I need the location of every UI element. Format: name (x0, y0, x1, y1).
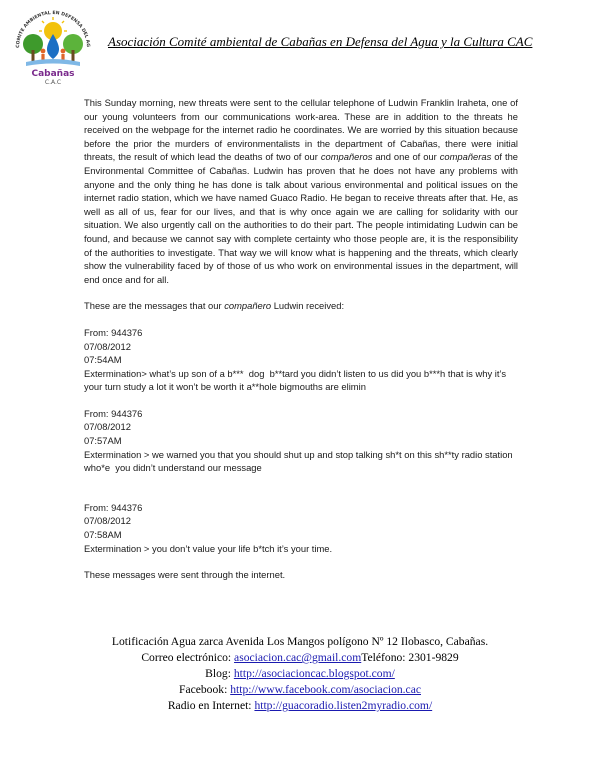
footer-address: Lotificación Agua zarca Avenida Los Mangos polígono Nº 12 Ilobasco, Cabañas. (111, 635, 489, 648)
footer-facebook-line (70, 682, 530, 698)
message-block (84, 407, 518, 475)
logo-name: Cabañas (31, 69, 75, 79)
message-date: 07/08/2012 (84, 340, 131, 352)
logo-ring-text: COMITE AMBIENTAL EN DEFENSA DEL AG (15, 10, 91, 49)
message-from: From: 944376 (84, 501, 143, 513)
message-date: 07/08/2012 (84, 515, 131, 527)
logo-subtitle: C.A.C (44, 79, 62, 86)
organization-title: Asociación Comité ambiental de Cabañas en Defensa del Agua y la Cultura CAC (108, 34, 533, 49)
facebook-link[interactable]: http://www.facebook.com/asociacion.cac (230, 683, 421, 696)
footer-blog-line (70, 666, 530, 682)
intro-emphasis: compañeros (320, 151, 373, 163)
message-from: From: 944376 (84, 407, 143, 419)
contact-footer (70, 634, 530, 714)
message-time: 07:58AM (84, 529, 122, 541)
message-text: Extermination > you don’t value your life b*tch it’s your time. (84, 542, 333, 554)
logo-emblem (6, 4, 100, 90)
radio-label: Radio en Internet: (167, 699, 255, 712)
footer-radio-line (70, 698, 530, 714)
messages-intro-emphasis: compañero (224, 300, 272, 312)
organization-logo (6, 4, 100, 90)
message-text: Extermination> what’s up son of a b*** dog b**tard you didn’t listen to us did you b***h that is why it’s your turn study a lot it won’t be worth it a**hole bigmouths are elimin (84, 367, 509, 393)
message-date: 07/08/2012 (84, 421, 131, 433)
message-time: 07:57AM (84, 435, 122, 447)
message-text: Extermination > we warned you that you should shut up and stop talking sh*t on this sh**ty radio station who*e you didn’t understand our message (84, 448, 516, 474)
intro-emphasis: compañeras (439, 151, 492, 163)
letter-body (84, 96, 518, 582)
message-time: 07:54AM (84, 354, 122, 366)
closing-note: These messages were sent through the internet. (84, 569, 286, 581)
intro-paragraph (84, 96, 518, 286)
intro-text-part: of the Environmental Committee of Cabañas. Ludwin has proven that he does not have any problems with anyone and the only thing he has done is talk about various environmental and political issues on the internet radio station, which we have named Guaco Radio. He began to receive threats after that. He, as well as all of us, fear for our lives, and that is why once again we are calling for solidarity with our situation. We also urgently call on the authorities to do their part. The people intimidating Ludwin can be found, and because we cannot say with complete certainty who those people are, it is the responsibility of the authorities to investigate. That way we will know what is happening and the threats, which clearly show the vulnerability faced by of those of us who work on environmental issues in the department, will end once and for all. (84, 151, 519, 285)
blog-label: Blog: (205, 667, 234, 680)
email-link[interactable]: asociacion.cac@gmail.com (234, 651, 362, 664)
messages-intro-text: Ludwin received: (271, 300, 345, 312)
messages-intro (84, 299, 518, 313)
intro-text-part: This Sunday morning, new threats were sent to the cellular telephone of Ludwin Franklin Iraheta, one of our young volunteers from our communications work-area. These are in addition to the threats he received on the webpage for the internet radio he coordinates. We are worried by this situation because before the prior the murders of environmentalists in the department of Cabañas, there were initial threats, the result of which lead the deaths of two of our (84, 97, 518, 163)
phone-text: Teléfono: 2301-9829 (361, 651, 459, 664)
message-from: From: 944376 (84, 326, 143, 338)
message-block (84, 326, 518, 394)
radio-link[interactable]: http://guacoradio.listen2myradio.com/ (254, 699, 433, 712)
message-block (84, 501, 518, 555)
facebook-label: Facebook: (179, 683, 231, 696)
intro-text-part: and one of our (372, 151, 440, 163)
email-label: Correo electrónico: (141, 651, 235, 664)
messages-intro-text: These are the messages that our (84, 300, 225, 312)
footer-contact-line (70, 650, 530, 666)
blog-link[interactable]: http://asociacioncac.blogspot.com/ (233, 667, 395, 680)
